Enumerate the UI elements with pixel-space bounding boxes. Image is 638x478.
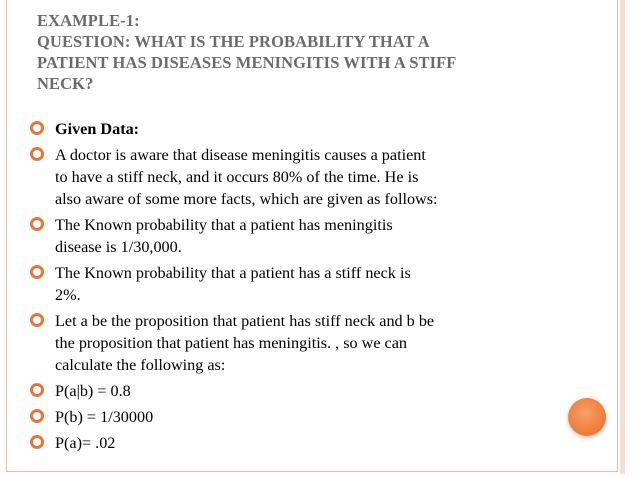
- title-line: QUESTION: WHAT IS THE PROBABILITY THAT A: [37, 32, 430, 51]
- title-line: EXAMPLE-1:: [37, 11, 140, 30]
- bullet-text: 2%.: [55, 286, 81, 304]
- bullet-text: Let a be the proposition that patient has stiff neck and b be: [55, 312, 435, 330]
- bullet-text: The Known probability that a patient has a stiff neck is: [55, 264, 411, 282]
- slide-title: [37, 10, 597, 94]
- decorative-circle-icon: [568, 398, 606, 436]
- bullet-circle-icon: [30, 435, 44, 449]
- bullet-p-a: [30, 432, 590, 454]
- bullet-p-a-given-b: [30, 380, 590, 402]
- bullet-text: also aware of some more facts, which are given as follows:: [55, 190, 438, 208]
- bullet-circle-icon: [30, 217, 44, 231]
- bullet-text: Given Data:: [55, 120, 140, 138]
- bullet-given-data: [30, 118, 590, 140]
- bullet-circle-icon: [30, 383, 44, 397]
- bullet-text: the proposition that patient has meningitis. , so we can: [55, 334, 408, 352]
- bullet-circle-icon: [30, 265, 44, 279]
- bullet-text: P(a)= .02: [55, 434, 116, 452]
- bullet-meningitis-probability: [30, 214, 590, 258]
- title-line: NECK?: [37, 74, 94, 93]
- bullet-text: The Known probability that a patient has meningitis: [55, 216, 393, 234]
- bullet-p-b: [30, 406, 590, 428]
- bullet-text: P(a|b) = 0.8: [55, 382, 131, 400]
- bullet-circle-icon: [30, 147, 44, 161]
- title-line: PATIENT HAS DISEASES MENINGITIS WITH A STIFF: [37, 53, 457, 72]
- bullet-circle-icon: [30, 409, 44, 423]
- slide-accent-bar: [620, 0, 625, 474]
- bullet-text: P(b) = 1/30000: [55, 408, 154, 426]
- bullet-text: A doctor is aware that disease meningitis causes a patient: [55, 146, 426, 164]
- bullet-list: [30, 118, 590, 458]
- bullet-text: to have a stiff neck, and it occurs 80% of the time. He is: [55, 168, 419, 186]
- bullet-text: disease is 1/30,000.: [55, 238, 182, 256]
- bullet-text: calculate the following as:: [55, 356, 226, 374]
- bullet-circle-icon: [30, 313, 44, 327]
- bullet-stiff-neck-probability: [30, 262, 590, 306]
- bullet-circle-icon: [30, 121, 44, 135]
- bullet-proposition: [30, 310, 590, 376]
- bullet-doctor-aware: [30, 144, 590, 210]
